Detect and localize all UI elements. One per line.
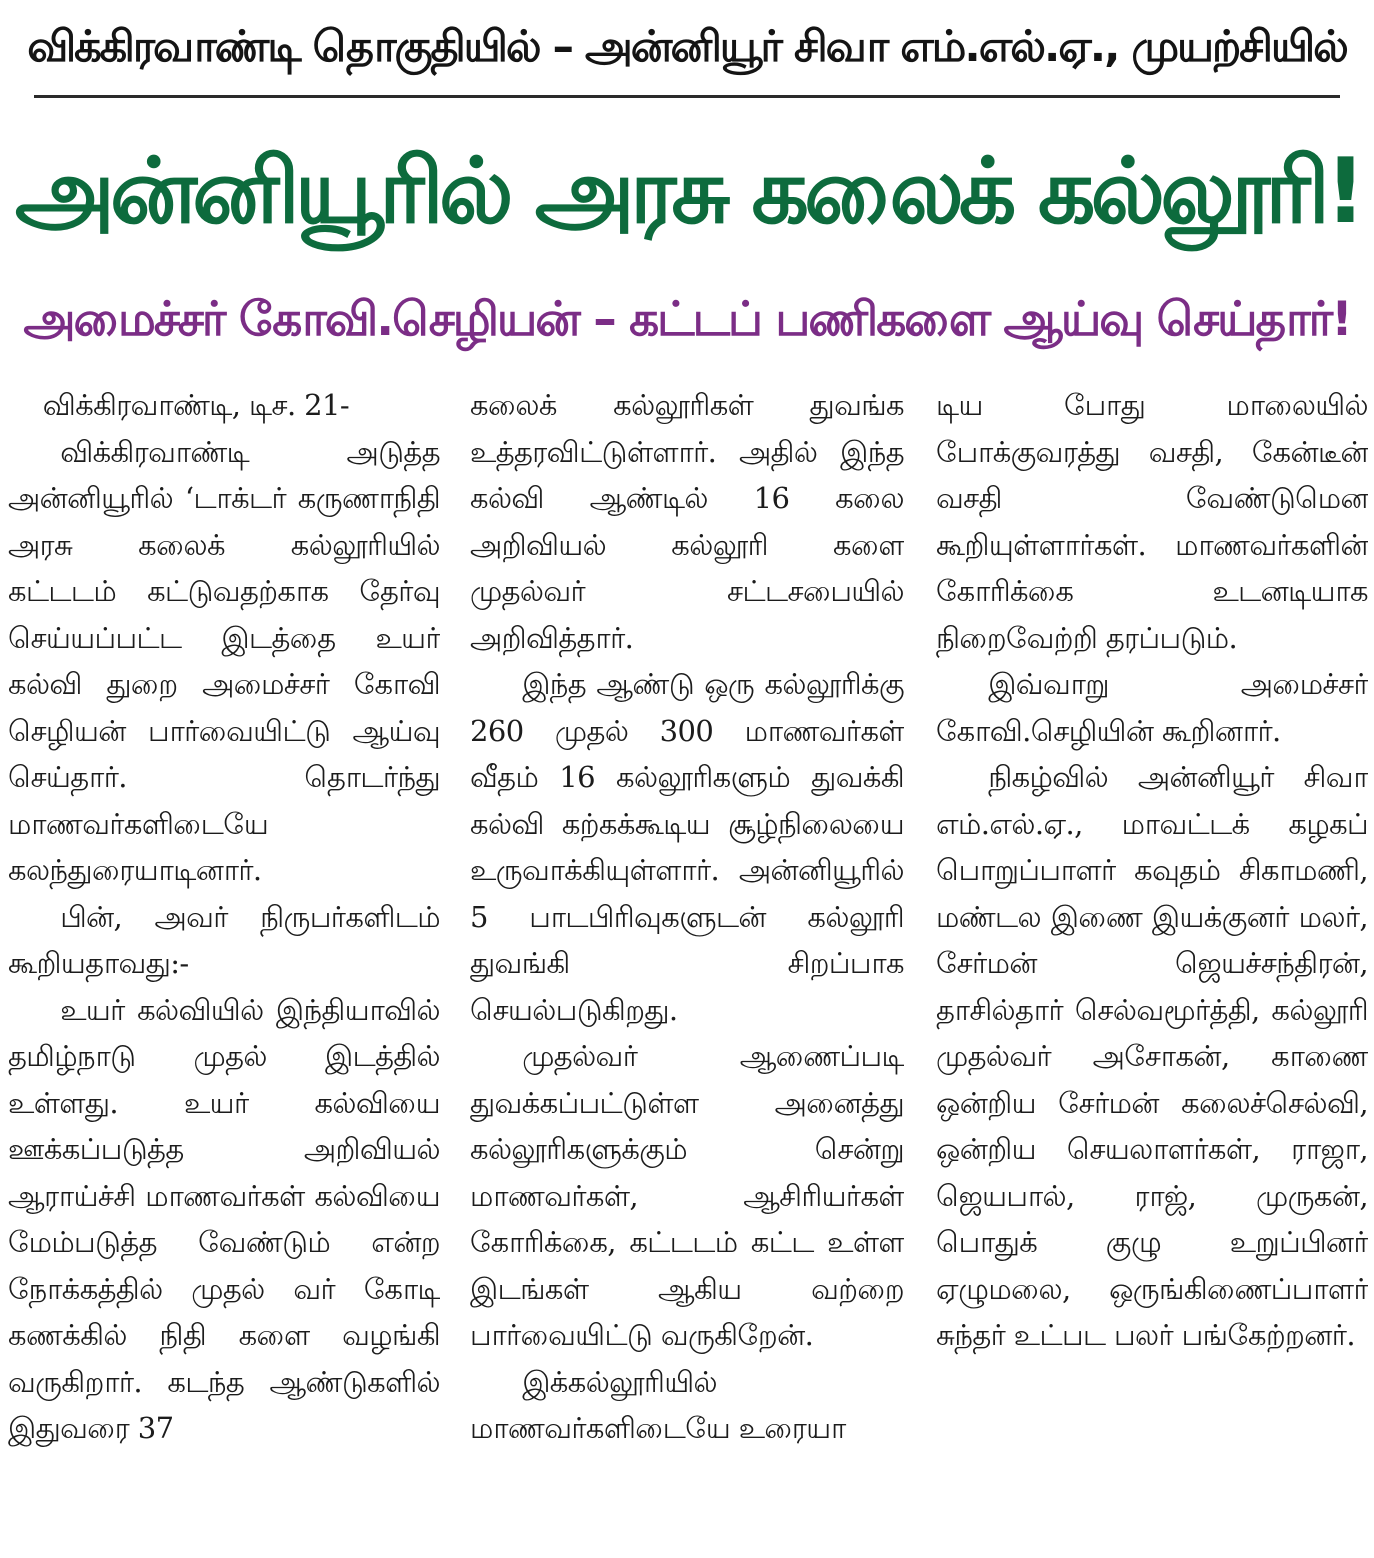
headline: அன்னியூரில் அரசு கலைக் கல்லூரி! [14, 138, 1362, 244]
article-paragraph: கலைக் கல்லூரிகள் துவங்க உத்தரவிட்டுள்ளார். அதில் இந்த கல்வி ஆண்டில் 16 கலை அறிவியல் கல்லூரி களை முதல்வர் சட்டசபையில் அறிவித்தார். [470, 388, 904, 655]
article-column-2 [470, 382, 904, 1550]
dateline: விக்கிரவாண்டி, டிச. 21- [42, 388, 350, 422]
article-paragraph: இவ்வாறு அமைச்சர் கோவி.செழியின் கூறினார். [936, 667, 1368, 748]
article-column-3 [936, 382, 1368, 1550]
article-paragraph: நிகழ்வில் அன்னியூர் சிவா எம்.எல்.ஏ., மாவட்டக் கழகப் பொறுப்பாளர் கவுதம் சிகாமணி, மண்டல இணை இயக்குனர் மலர், சேர்மன் ஜெயச்சந்திரன், தாசில்தார் செல்வமூர்த்தி, கல்லூரி முதல்வர் அசோகன், காணை ஒன்றிய சேர்மன் கலைச்செல்வி, ஒன்றிய செயலாளர்கள், ராஜா, ஜெயபால், ராஜ், முருகன், பொதுக் குழு உறுப்பினர் ஏழுமலை, ஒருங்கிணைப்பாளர் சுந்தர் உட்பட பலர் பங்கேற்றனர். [936, 760, 1368, 1352]
article-paragraph: இந்த ஆண்டு ஒரு கல்லூரிக்கு 260 முதல் 300 மாணவர்கள் வீதம் 16 கல்லூரிகளும் துவக்கி கல்வி கற்கக்கூடிய சூழ்நிலையை உருவாக்கியுள்ளார். அன்னியூரில் 5 பாடபிரிவுகளுடன் கல்லூரி துவங்கி சிறப்பாக செயல்படுகிறது. [470, 667, 904, 1027]
article-paragraph: இக்கல்லூரியில் மாணவர்களிடையே உரையா [470, 1364, 846, 1445]
article-column-1 [8, 382, 440, 1550]
article-paragraph: டிய போது மாலையில் போக்குவரத்து வசதி, கேன்டீன் வசதி வேண்டுமென கூறியுள்ளார்கள். மாணவர்களின் கோரிக்கை உடனடியாக நிறைவேற்றி தரப்படும். [936, 388, 1368, 655]
article-paragraph: பின், அவர் நிருபர்களிடம் கூறியதாவது:- [8, 899, 440, 980]
subheadline: அமைச்சர் கோவி.செழியன் – கட்டப் பணிகளை ஆய்வு செய்தார்! [23, 291, 1351, 347]
article-paragraph: உயர் கல்வியில் இந்தியாவில் தமிழ்நாடு முதல் இடத்தில் உள்ளது. உயர் கல்வியை ஊக்கப்படுத்த அறிவியல் ஆராய்ச்சி மாணவர்கள் கல்வியை மேம்படுத்த வேண்டும் என்ற நோக்கத்தில் முதல் வர் கோடி கணக்கில் நிதி களை வழங்கி வருகிறார். கடந்த ஆண்டுகளில் இதுவரை 37 [8, 992, 440, 1445]
article-paragraph: விக்கிரவாண்டி அடுத்த அன்னியூரில் ‘டாக்டர் கருணாநிதி அரசு கலைக் கல்லூரியில் கட்டடம் கட்டுவதற்காக தேர்வு செய்யப்பட்ட இடத்தை உயர் கல்வி துறை அமைச்சர் கோவி செழியன் பார்வையிட்டு ஆய்வு செய்தார். தொடர்ந்து மாணவர்களிடையே கலந்துரையாடினார். [8, 434, 440, 887]
kicker-line: விக்கிரவாண்டி தொகுதியில் – அன்னியூர் சிவா எம்.எல்.ஏ., முயற்சியில் [27, 21, 1347, 72]
divider-rule [34, 95, 1340, 98]
article-paragraph: முதல்வர் ஆணைப்படி துவக்கப்பட்டுள்ள அனைத்து கல்லூரிகளுக்கும் சென்று மாணவர்கள், ஆசிரியர்கள் கோரிக்கை, கட்டடம் கட்ட உள்ள இடங்கள் ஆகிய வற்றை பார்வையிட்டு வருகிறேன். [470, 1039, 904, 1352]
